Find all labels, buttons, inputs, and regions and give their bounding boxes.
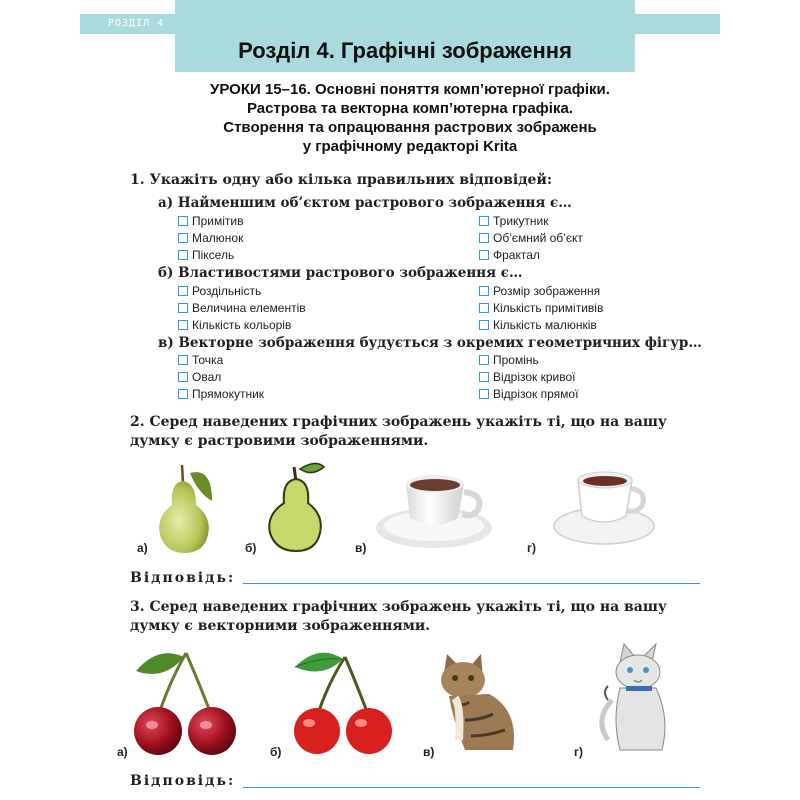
option-label: Кількість малюнків — [493, 318, 597, 332]
option-label: Відрізок кривої — [493, 370, 576, 384]
chapter-banner — [175, 0, 635, 72]
checkbox[interactable] — [178, 250, 188, 260]
checkbox[interactable] — [178, 355, 188, 365]
option-label: Примітив — [192, 214, 244, 228]
option-label: Величина елементів — [192, 301, 306, 315]
image-label: а) — [137, 541, 148, 555]
option-label: Трикутник — [493, 214, 549, 228]
checkbox-option[interactable] — [178, 214, 244, 228]
cat-photo-image[interactable] — [435, 640, 525, 755]
pear-photo-image[interactable] — [150, 455, 225, 555]
q1b-prompt: б) Властивостями растрового зображення є… — [158, 265, 523, 281]
option-label: Піксель — [192, 248, 235, 262]
checkbox-option[interactable] — [178, 387, 264, 401]
checkbox[interactable] — [178, 320, 188, 330]
checkbox[interactable] — [178, 233, 188, 243]
cat-drawing-image[interactable] — [590, 640, 690, 755]
option-label: Прямокутник — [192, 387, 265, 401]
checkbox-option[interactable] — [479, 387, 578, 401]
option-label: Кількість кольорів — [192, 318, 292, 332]
checkbox[interactable] — [178, 303, 188, 313]
checkbox[interactable] — [178, 286, 188, 296]
checkbox-option[interactable] — [479, 353, 539, 367]
lesson-title — [170, 80, 650, 156]
image-label: г) — [527, 541, 536, 555]
checkbox-option[interactable] — [479, 214, 549, 228]
coffee-cup-drawing-image[interactable] — [548, 460, 658, 550]
checkbox-option[interactable] — [479, 318, 597, 332]
question-text: Укажіть одну або кілька правильних відповідей: — [149, 172, 553, 188]
checkbox-option[interactable] — [178, 318, 291, 332]
checkbox-option[interactable] — [479, 284, 600, 298]
checkbox-option[interactable] — [479, 301, 603, 315]
answer-label: Відповідь: — [130, 773, 236, 789]
option-label: Об’ємний об’єкт — [493, 231, 583, 245]
checkbox[interactable] — [479, 250, 489, 260]
option-label: Малюнок — [192, 231, 244, 245]
answer-label: Відповідь: — [130, 570, 236, 586]
answer-input-line[interactable] — [243, 583, 700, 584]
checkbox-option[interactable] — [178, 353, 223, 367]
option-label: Точка — [192, 353, 224, 367]
option-label: Відрізок прямої — [493, 387, 579, 401]
checkbox[interactable] — [178, 372, 188, 382]
q1c-prompt: в) Векторне зображення будується з окремих геометричних фігур… — [158, 335, 702, 351]
cherries-photo-image[interactable] — [128, 645, 243, 755]
image-label: в) — [423, 745, 435, 759]
checkbox[interactable] — [178, 216, 188, 226]
coffee-cup-photo-image[interactable] — [372, 462, 497, 552]
question-text: Серед наведених графічних зображень укажіть ті, що на вашу думку є векторними зображеннями. — [130, 599, 667, 634]
question-number: 1. — [130, 172, 145, 188]
image-label: г) — [574, 745, 583, 759]
checkbox-option[interactable] — [178, 231, 243, 245]
checkbox[interactable] — [479, 233, 489, 243]
checkbox-option[interactable] — [479, 370, 576, 384]
checkbox[interactable] — [479, 389, 489, 399]
checkbox[interactable] — [178, 389, 188, 399]
image-label: в) — [355, 541, 367, 555]
question-text: Серед наведених графічних зображень укажіть ті, що на вашу думку є растровими зображеннями. — [130, 414, 667, 449]
lesson-title-line: Створення та опрацювання растрових зображень — [223, 119, 597, 136]
lesson-title-line: УРОКИ 15–16. Основні поняття комп’ютерної графіки. — [210, 81, 610, 98]
lesson-title-line: Растрова та векторна комп’ютерна графіка. — [247, 100, 573, 117]
checkbox-option[interactable] — [178, 284, 261, 298]
option-label: Розмір зображення — [493, 284, 601, 298]
checkbox-option[interactable] — [178, 248, 234, 262]
option-label: Роздільність — [192, 284, 262, 298]
question-number: 2. — [130, 414, 145, 430]
image-label: а) — [117, 745, 128, 759]
checkbox[interactable] — [479, 286, 489, 296]
question-2 — [130, 413, 700, 451]
section-label: РОЗДІЛ 4 — [108, 18, 165, 29]
answer-input-line[interactable] — [243, 787, 700, 788]
question-3 — [130, 598, 700, 636]
lesson-title-line: у графічному редакторі Krita — [302, 138, 518, 155]
q1a-prompt: а) Найменшим об’єктом растрового зображення є… — [158, 195, 572, 211]
image-label: б) — [270, 745, 282, 759]
checkbox-option[interactable] — [479, 248, 540, 262]
question-1 — [130, 172, 552, 188]
checkbox-option[interactable] — [178, 301, 306, 315]
pear-drawing-image[interactable] — [258, 455, 333, 555]
option-label: Фрактал — [493, 248, 540, 262]
checkbox[interactable] — [479, 355, 489, 365]
checkbox[interactable] — [479, 320, 489, 330]
checkbox-option[interactable] — [479, 231, 583, 245]
image-label: б) — [245, 541, 257, 555]
option-label: Промінь — [493, 353, 539, 367]
chapter-title: Розділ 4. Графічні зображення — [238, 38, 572, 63]
option-label: Овал — [192, 370, 222, 384]
checkbox[interactable] — [479, 216, 489, 226]
question-number: 3. — [130, 599, 145, 615]
checkbox[interactable] — [479, 372, 489, 382]
cherries-drawing-image[interactable] — [283, 645, 398, 755]
checkbox-option[interactable] — [178, 370, 221, 384]
checkbox[interactable] — [479, 303, 489, 313]
option-label: Кількість примітивів — [493, 301, 604, 315]
